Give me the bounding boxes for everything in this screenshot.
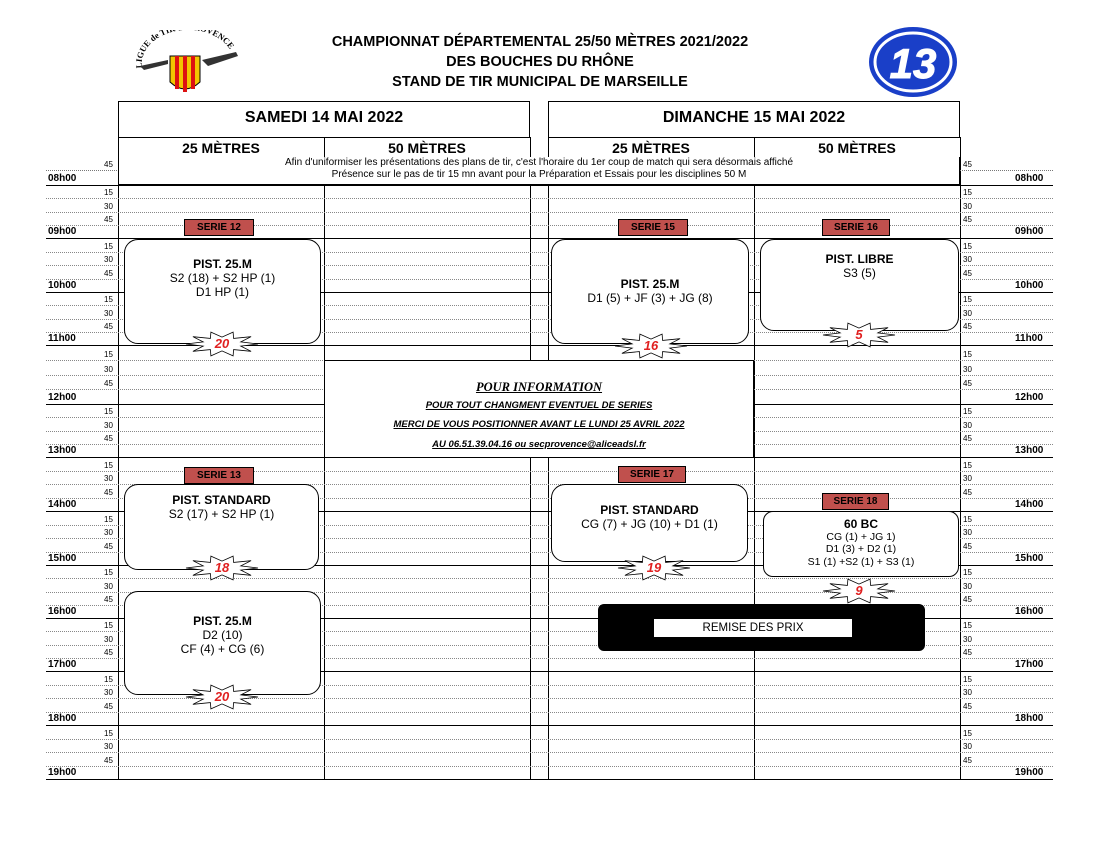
sat-50m-header: 50 MÈTRES: [388, 140, 466, 156]
serie-17-badge: SERIE 17: [618, 466, 686, 483]
event-name: PIST. 25.M: [193, 257, 252, 271]
notice-line-1: Afin d'uniformiser les présentations des plans de tir, c'est l'horaire du 1er coup de match qui sera désormais affiché: [284, 157, 794, 168]
participant-count: 9: [855, 583, 863, 598]
quarter-label: 15: [963, 295, 972, 305]
quarter-label: 30: [963, 474, 972, 483]
quarter-label: 45: [963, 755, 972, 765]
timing-notice: [118, 157, 960, 185]
event-serie-14: [124, 591, 321, 695]
quarter-label: 30: [963, 742, 972, 751]
info-line-1: POUR TOUT CHANGMENT EVENTUEL DE SERIES: [425, 400, 653, 411]
hour-label: 10h00: [1015, 280, 1044, 291]
quarter-line: [46, 752, 1053, 753]
event-serie-18: [763, 511, 959, 577]
title-line-3: STAND DE TIR MUNICIPAL DE MARSEILLE: [392, 74, 688, 90]
title-line-1: CHAMPIONNAT DÉPARTEMENTAL 25/50 MÈTRES 2021/2022: [331, 34, 749, 50]
quarter-label: 15: [104, 568, 113, 578]
quarter-label: 45: [963, 487, 972, 497]
quarter-label: 30: [104, 528, 113, 537]
count-burst: [822, 322, 896, 348]
quarter-label: 15: [963, 621, 972, 631]
event-serie-12: [124, 239, 321, 344]
info-title: POUR INFORMATION: [475, 380, 603, 394]
quarter-label: 30: [104, 308, 113, 318]
count-burst: [614, 333, 688, 359]
event-detail: CG (7) + JG (10) + D1 (1): [581, 517, 718, 531]
quarter-label: 15: [104, 621, 113, 631]
day-saturday-header: SAMEDI 14 MAI 2022: [118, 101, 530, 137]
quarter-label: 15: [963, 514, 972, 524]
info-line-2: MERCI DE VOUS POSITIONNER AVANT LE LUNDI 25 AVRIL 2022: [393, 419, 685, 430]
hour-label: 19h00: [48, 767, 77, 778]
quarter-label: 45: [104, 379, 113, 389]
dept-number: 13: [889, 40, 937, 87]
hour-line: [46, 185, 1053, 186]
hour-label: 11h00: [48, 333, 76, 344]
quarter-line: [46, 212, 1053, 213]
quarter-label: 30: [963, 255, 972, 264]
quarter-label: 45: [104, 214, 113, 224]
sun-25m-header: 25 MÈTRES: [612, 140, 690, 156]
event-name: PIST. 25.M: [620, 277, 680, 291]
quarter-label: 15: [104, 295, 113, 305]
quarter-label: 45: [104, 321, 113, 331]
event-detail: S3 (5): [843, 266, 876, 280]
count-burst: [185, 331, 259, 357]
quarter-line: [46, 198, 1053, 199]
count-burst: [617, 555, 691, 581]
quarter-label: 30: [963, 581, 972, 591]
quarter-label: 45: [963, 541, 972, 551]
count-burst: [185, 555, 259, 581]
quarter-label: 30: [104, 364, 113, 374]
hour-label: 15h00: [48, 553, 77, 564]
quarter-line: [46, 739, 1053, 740]
sun-50m-header: 50 MÈTRES: [818, 140, 896, 156]
quarter-label: 45: [104, 433, 113, 443]
quarter-line: [46, 766, 1053, 767]
quarter-label: 15: [104, 241, 113, 251]
hour-line: [46, 725, 1053, 726]
quarter-label: 45: [104, 701, 113, 711]
quarter-label: 30: [963, 528, 972, 537]
header-divider: [118, 137, 530, 138]
participant-count: 19: [646, 560, 662, 575]
notice-line-2: Présence sur le pas de tir 15 mn avant pour la Préparation et Essais pour les disciplines 50 M: [331, 169, 747, 180]
quarter-label: 45: [104, 487, 113, 497]
quarter-label: 45: [963, 214, 972, 224]
event-detail: D2 (10): [202, 628, 243, 642]
quarter-label: 45: [963, 647, 972, 657]
event-name: PIST. STANDARD: [172, 493, 271, 507]
quarter-label: 15: [963, 728, 972, 738]
quarter-label: 15: [104, 188, 113, 198]
event-name: 60 BC: [843, 517, 878, 531]
ligue-provence-logo: [132, 30, 244, 102]
event-name: PIST. 25.M: [193, 614, 252, 628]
header-divider: [548, 137, 960, 138]
quarter-label: 15: [104, 407, 113, 417]
quarter-label: 45: [963, 701, 972, 711]
quarter-label: 30: [104, 634, 113, 644]
logo-text: LIGUE de TI VENCE: [133, 30, 237, 69]
quarter-label: 30: [963, 634, 972, 644]
event-detail: S2 (17) + S2 HP (1): [168, 507, 275, 521]
hour-label: 17h00: [48, 659, 77, 670]
quarter-label: 30: [963, 364, 972, 374]
event-detail: CG (1) + JG 1): [826, 530, 896, 543]
event-name: PIST. STANDARD: [600, 503, 699, 517]
hour-label: 12h00: [1015, 392, 1044, 403]
hour-label: 14h00: [1015, 499, 1044, 510]
quarter-label: 15: [963, 674, 972, 684]
quarter-label: 15: [104, 349, 113, 359]
event-name: PIST. LIBRE: [825, 252, 894, 266]
hour-label: 11h00: [1015, 333, 1043, 344]
event-detail: S1 (1) +S2 (1) + S3 (1): [807, 555, 915, 568]
hour-label: 15h00: [1015, 553, 1044, 564]
event-detail: S2 (18) + S2 HP (1): [169, 271, 276, 285]
quarter-label: 15: [963, 349, 972, 359]
quarter-label: 45: [104, 647, 113, 657]
department-13-logo: [866, 24, 960, 100]
quarter-label: 45: [963, 321, 972, 331]
serie-18-badge: SERIE 18: [822, 493, 889, 510]
count-burst: [185, 684, 259, 710]
quarter-label: 30: [963, 308, 972, 318]
information-box: [324, 360, 754, 458]
quarter-label: 15: [963, 568, 972, 578]
hour-label: 08h00: [1015, 173, 1044, 184]
quarter-label: 30: [963, 688, 972, 697]
quarter-label: 30: [104, 474, 113, 483]
quarter-label: 45: [963, 433, 972, 443]
info-contact: AU 06.51.39.04.16 ou secprovence@aliceadsl.fr: [432, 439, 646, 450]
serie-16-badge: SERIE 16: [822, 219, 890, 236]
event-serie-16: [760, 239, 959, 331]
prize-ceremony-block: [598, 604, 925, 651]
hour-label: 18h00: [48, 713, 77, 724]
quarter-label: 30: [104, 420, 113, 430]
count-burst: [822, 578, 896, 604]
hour-label: 14h00: [48, 499, 77, 510]
quarter-label: 30: [104, 742, 113, 751]
quarter-label: 30: [104, 581, 113, 591]
serie-15-badge: SERIE 15: [618, 219, 688, 236]
quarter-label: 30: [963, 420, 972, 430]
quarter-label: 45: [104, 160, 113, 169]
quarter-label: 45: [963, 268, 972, 278]
quarter-label: 15: [104, 728, 113, 738]
hour-label: 10h00: [48, 280, 77, 291]
prize-label: REMISE DES PRIX: [654, 619, 852, 637]
sat-25m-header: 25 MÈTRES: [182, 140, 260, 156]
quarter-label: 45: [104, 594, 113, 604]
hour-label: 08h00: [48, 173, 77, 184]
hour-label: 09h00: [1015, 226, 1044, 237]
quarter-label: 30: [104, 688, 113, 697]
event-detail: CF (4) + CG (6): [180, 642, 265, 656]
participant-count: 20: [214, 689, 230, 704]
quarter-label: 15: [963, 407, 972, 417]
serie-13-badge: SERIE 13: [184, 467, 254, 484]
quarter-label: 15: [963, 188, 972, 198]
hour-label: 16h00: [48, 606, 77, 617]
quarter-label: 15: [963, 460, 972, 470]
hour-label: 13h00: [1015, 445, 1044, 456]
event-serie-15: [551, 239, 749, 344]
event-detail: D1 (3) + D2 (1): [825, 543, 897, 555]
participant-count: 18: [214, 560, 230, 575]
hour-line: [46, 779, 1053, 780]
quarter-label: 45: [104, 541, 113, 551]
event-detail: D1 (5) + JF (3) + JG (8): [587, 291, 713, 305]
quarter-label: 30: [963, 201, 972, 211]
day-sunday-header: DIMANCHE 15 MAI 2022: [548, 101, 960, 137]
hour-label: 13h00: [48, 445, 77, 456]
quarter-label: 15: [963, 241, 972, 251]
quarter-label: 45: [104, 755, 113, 765]
quarter-label: 45: [104, 268, 113, 278]
event-detail: D1 HP (1): [195, 285, 250, 299]
quarter-label: 45: [963, 160, 972, 169]
hour-label: 16h00: [1015, 606, 1044, 617]
quarter-label: 15: [104, 674, 113, 684]
hour-label: 18h00: [1015, 713, 1044, 724]
title-line-2: DES BOUCHES DU RHÔNE: [446, 54, 634, 70]
hour-label: 09h00: [48, 226, 77, 237]
quarter-label: 30: [104, 201, 113, 211]
quarter-label: 15: [104, 460, 113, 470]
quarter-label: 45: [963, 379, 972, 389]
hour-label: 19h00: [1015, 767, 1044, 778]
quarter-label: 15: [104, 514, 113, 524]
participant-count: 5: [855, 327, 863, 342]
participant-count: 16: [643, 338, 659, 353]
serie-12-badge: SERIE 12: [184, 219, 254, 236]
quarter-label: 30: [104, 255, 113, 264]
event-serie-17: [551, 484, 748, 562]
hour-label: 12h00: [48, 392, 77, 403]
quarter-line: [46, 712, 1053, 713]
participant-count: 20: [214, 336, 230, 351]
quarter-label: 45: [963, 594, 972, 604]
hour-label: 17h00: [1015, 659, 1044, 670]
